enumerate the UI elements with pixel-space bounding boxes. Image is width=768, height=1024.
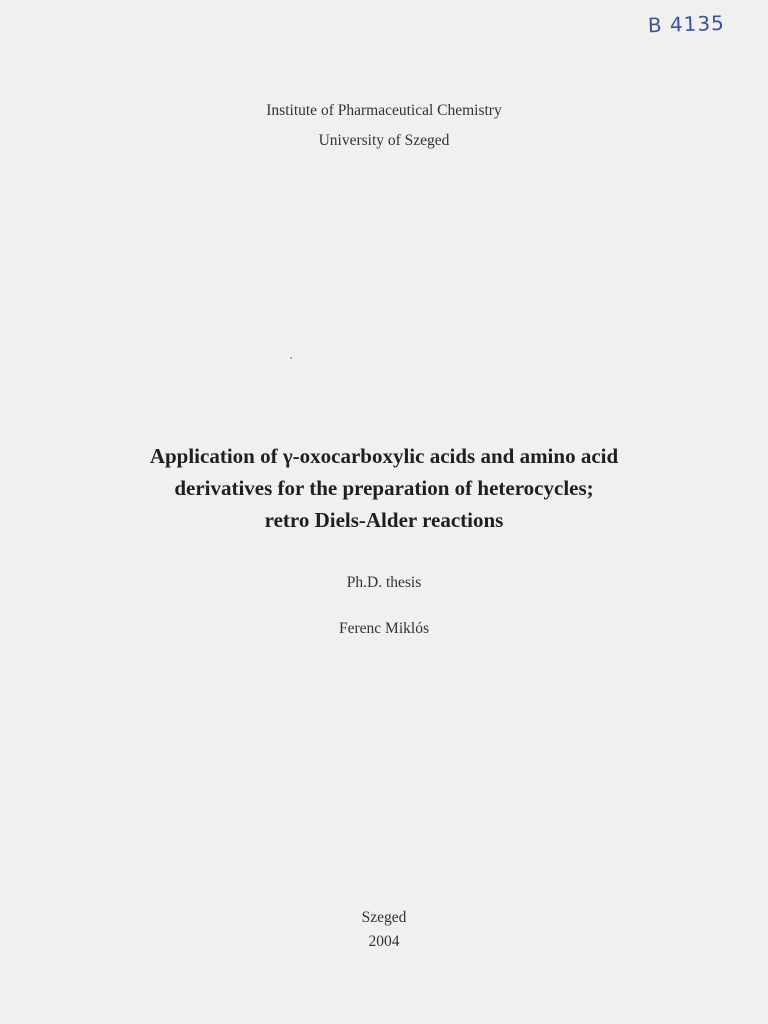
thesis-title <box>60 440 708 536</box>
thesis-title-line-1: Application of γ-oxocarboxylic acids and amino acid <box>149 444 619 468</box>
author-name: Ferenc Miklós <box>339 620 429 637</box>
thesis-title-line-2: derivatives for the preparation of heterocycles; <box>174 476 594 500</box>
publication-year: 2004 <box>368 933 400 950</box>
institute-name: Institute of Pharmaceutical Chemistry <box>266 102 502 119</box>
thesis-title-line-3: retro Diels-Alder reactions <box>264 508 504 532</box>
handwritten-catalog-number: B 4135 <box>647 10 726 38</box>
thesis-type: Ph.D. thesis <box>346 574 422 591</box>
university-name: University of Szeged <box>318 132 450 149</box>
paper-speck <box>290 357 292 359</box>
publication-place: Szeged <box>361 909 407 926</box>
